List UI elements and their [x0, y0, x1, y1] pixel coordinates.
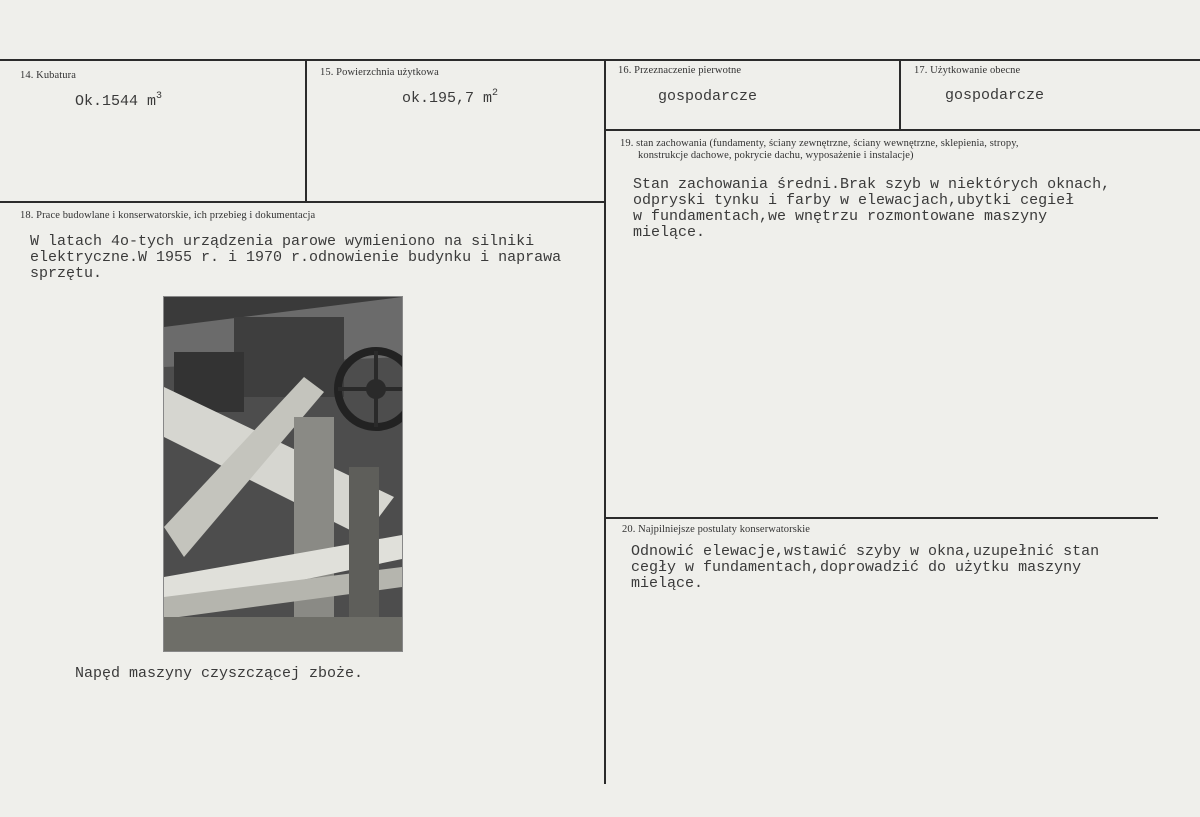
field-20-line-2: cegły w fundamentach,doprowadzić do użytku maszyny [631, 559, 1082, 576]
field-19-line-3: w fundamentach,we wnętrzu rozmontowane maszyny [633, 208, 1048, 225]
field-19-line-4: mielące. [633, 224, 706, 241]
field-17-label: 17. Użytkowanie obecne [914, 65, 1021, 76]
field-16-value: gospodarcze [658, 88, 758, 105]
field-15-label: 15. Powierzchnia użytkowa [320, 67, 439, 78]
field-14-unit-exponent: 3 [156, 91, 163, 102]
divider-14-15 [305, 60, 307, 202]
field-15-value [402, 88, 499, 109]
rule-under-14-15 [0, 201, 606, 203]
field-20-label: 20. Najpilniejsze postulaty konserwatorskie [622, 524, 811, 535]
field-18-line-3: sprzętu. [30, 265, 103, 282]
machine-photo [163, 296, 403, 652]
divider-16-17 [899, 60, 901, 130]
rule-under-16-17 [604, 129, 1200, 131]
field-20-line-1: Odnowić elewacje,wstawić szyby w okna,uzupełnić stan [631, 543, 1100, 560]
field-17-value: gospodarcze [945, 87, 1045, 104]
field-19-line-1: Stan zachowania średni.Brak szyb w niektórych oknach, [633, 176, 1111, 193]
field-14-label: 14. Kubatura [20, 70, 77, 81]
divider-main [604, 60, 606, 784]
photo-caption: Napęd maszyny czyszczącej zboże. [75, 665, 364, 682]
field-18-label: 18. Prace budowlane i konserwatorskie, ich przebieg i dokumentacja [20, 210, 316, 221]
field-19-label-line-1: 19. stan zachowania (fundamenty, ściany zewnętrzne, ściany wewnętrzne, sklepienia, stropy, [620, 138, 1019, 149]
field-19-label-line-2: konstrukcje dachowe, pokrycie dachu, wyposażenie i instalacje) [638, 150, 914, 161]
rule-above-20 [606, 517, 1158, 519]
field-14-value [75, 91, 163, 112]
field-19-line-2: odpryski tynku i farby w elewacjach,ubytki cegieł [633, 192, 1075, 209]
field-15-unit-exponent: 2 [492, 88, 499, 99]
field-15-value-text: ok.195,7 m [402, 90, 493, 107]
field-14-value-text: Ok.1544 m [75, 93, 157, 110]
field-18-line-1: W latach 4o-tych urządzenia parowe wymieniono na silniki [30, 233, 535, 250]
top-rule [0, 59, 1200, 61]
field-16-label: 16. Przeznaczenie pierwotne [618, 65, 742, 76]
field-18-line-2: elektryczne.W 1955 r. i 1970 r.odnowienie budynku i naprawa [30, 249, 562, 266]
field-20-line-3: mielące. [631, 575, 704, 592]
